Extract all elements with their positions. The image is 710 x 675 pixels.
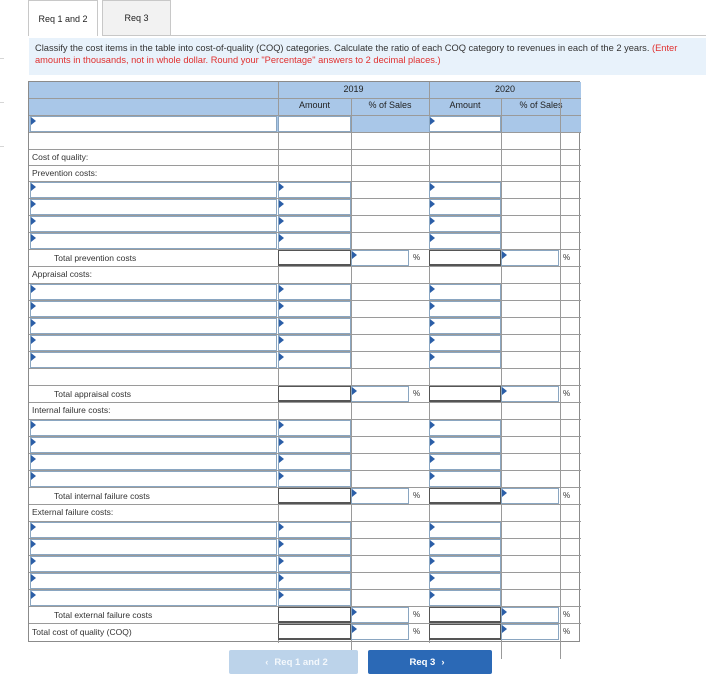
cost-item-input[interactable] [30,437,277,453]
percent-sign: % [413,491,421,500]
instructions-note: (Enter amounts in thousands, not in whole dollar. Round your "Percentage" answers to 2 decimal places.) [35,43,678,65]
year-2019-header: 2019 [343,84,364,94]
row-label-external: External failure costs: [32,507,114,517]
cost-item-input[interactable] [30,199,277,215]
total-pct-2019[interactable] [351,607,409,623]
prev-button[interactable] [229,650,358,674]
total-amount-2019[interactable] [278,250,351,266]
amount-2019-input[interactable] [278,284,351,300]
amount-2019-input[interactable] [278,199,351,215]
percent-sign: % [413,627,421,636]
row-divider [29,266,581,267]
row-label-total_appraisal: Total appraisal costs [54,389,132,399]
total-amount-2019[interactable] [278,624,351,640]
amount-2019-input[interactable] [278,318,351,334]
amount-2020-input[interactable] [429,539,501,555]
amount-2019-input[interactable] [278,590,351,606]
percent-sign: % [413,389,421,398]
total-amount-2019[interactable] [278,607,351,623]
row-label-total_external: Total external failure costs [54,610,153,620]
chevron-left-icon: ‹ [265,656,269,668]
amount-2019-input[interactable] [278,471,351,487]
tab-req-3[interactable] [102,0,171,36]
total-pct-2019[interactable] [351,386,409,402]
cost-item-input[interactable] [30,233,277,249]
total-pct-2020[interactable] [501,250,559,266]
percent-sign: % [563,627,571,636]
row-divider [29,165,581,166]
cost-item-input[interactable] [30,216,277,232]
prev-button-label: Req 1 and 2 [274,656,328,668]
row-divider [29,368,581,369]
column-divider [501,98,502,659]
amount-2019-input[interactable] [278,335,351,351]
amount-2019-input[interactable] [278,437,351,453]
cost-item-input[interactable] [30,573,277,589]
cost-item-input[interactable] [30,182,277,198]
amount-2020-input[interactable] [429,199,501,215]
total-pct-2020[interactable] [501,386,559,402]
edge-tick [0,102,4,103]
amount-2020-input[interactable] [429,284,501,300]
cost-item-input[interactable] [30,556,277,572]
cost-item-input[interactable] [30,420,277,436]
amount-2020-input[interactable] [429,335,501,351]
amount-2020-input[interactable] [429,116,501,132]
edge-tick [0,58,4,59]
next-button-label: Req 3 [409,656,436,668]
percent-sign: % [413,610,421,619]
amount-2019-input[interactable] [278,420,351,436]
cost-item-input[interactable] [30,301,277,317]
amount-2020-input[interactable] [429,233,501,249]
total-amount-2020[interactable] [429,488,501,504]
cost-item-input[interactable] [30,522,277,538]
amount-2020-input[interactable] [429,556,501,572]
amount-2019-input[interactable] [278,522,351,538]
cost-item-input[interactable] [30,539,277,555]
total-amount-2019[interactable] [278,386,351,402]
percent-sign: % [563,491,571,500]
row-divider [29,504,581,505]
cost-item-input[interactable] [30,590,277,606]
amount-2020-input[interactable] [429,590,501,606]
percent-sign: % [413,253,421,262]
column-divider [560,98,561,659]
total-pct-2020[interactable] [501,624,559,640]
amount-2020-input[interactable] [429,437,501,453]
amount-2020-input[interactable] [429,352,501,368]
amount-2020-input[interactable] [429,522,501,538]
row-divider [29,402,581,403]
amount-2020-input[interactable] [429,182,501,198]
amount-2019-input[interactable] [278,116,351,132]
amount-2020-input[interactable] [429,318,501,334]
amount-2019-input[interactable] [278,454,351,470]
pct-header-2019: % of Sales [368,100,412,110]
left-edge [0,0,5,675]
cost-item-input[interactable] [30,318,277,334]
amount-2019-input[interactable] [278,233,351,249]
instructions-text: Classify the cost items in the table into cost-of-quality (COQ) categories. Calculate the ratio of each COQ category to revenues in each of the 2 years. [35,43,650,53]
total-pct-2019[interactable] [351,624,409,640]
amount-2020-input[interactable] [429,573,501,589]
amount-2020-input[interactable] [429,216,501,232]
total-amount-2020[interactable] [429,624,501,640]
total-pct-2020[interactable] [501,488,559,504]
next-button[interactable] [368,650,492,674]
amount-2019-input[interactable] [278,301,351,317]
amount-2020-input[interactable] [429,454,501,470]
row-label-total_coq: Total cost of quality (COQ) [32,627,132,637]
percent-sign: % [563,389,571,398]
row-divider [29,149,581,150]
column-divider [351,98,352,659]
amount-header-2019: Amount [298,100,331,110]
total-amount-2020[interactable] [429,607,501,623]
row-label-prevention: Prevention costs: [32,168,98,178]
cost-item-input[interactable] [30,454,277,470]
row-label-total_prevention: Total prevention costs [54,253,137,263]
total-pct-2020[interactable] [501,607,559,623]
instructions-box [29,38,706,75]
amount-2019-input[interactable] [278,216,351,232]
tab-label: Req 1 and 2 [38,13,88,24]
amount-header-2020: Amount [449,100,481,110]
total-amount-2020[interactable] [429,250,501,266]
total-amount-2020[interactable] [429,386,501,402]
coq-table [28,81,580,642]
tab-req-1-and-2[interactable] [28,0,98,36]
cost-item-input[interactable] [30,284,277,300]
total-pct-2019[interactable] [351,488,409,504]
row-divider [29,98,581,99]
total-amount-2019[interactable] [278,488,351,504]
amount-2019-input[interactable] [278,182,351,198]
percent-sign: % [563,610,571,619]
row-label-total_internal: Total internal failure costs [54,491,150,501]
amount-2019-input[interactable] [278,556,351,572]
cost-item-input[interactable] [30,116,277,132]
row-label-coq: Cost of quality: [32,152,89,162]
chevron-right-icon: › [441,656,445,668]
amount-2020-input[interactable] [429,301,501,317]
amount-2020-input[interactable] [429,471,501,487]
edge-tick [0,146,4,147]
total-pct-2019[interactable] [351,250,409,266]
cost-item-input[interactable] [30,335,277,351]
row-divider [29,132,581,133]
cost-item-input[interactable] [30,352,277,368]
amount-2020-input[interactable] [429,420,501,436]
cost-item-input[interactable] [30,471,277,487]
tab-divider [171,35,706,36]
amount-2019-input[interactable] [278,539,351,555]
row-label-internal: Internal failure costs: [32,405,111,415]
pct-header-2020: % of Sales [519,100,563,110]
percent-sign: % [563,253,571,262]
row-label-appraisal: Appraisal costs: [32,269,92,279]
year-2020-header: 2020 [494,84,516,94]
tab-label: Req 3 [124,13,149,23]
amount-2019-input[interactable] [278,352,351,368]
amount-2019-input[interactable] [278,573,351,589]
